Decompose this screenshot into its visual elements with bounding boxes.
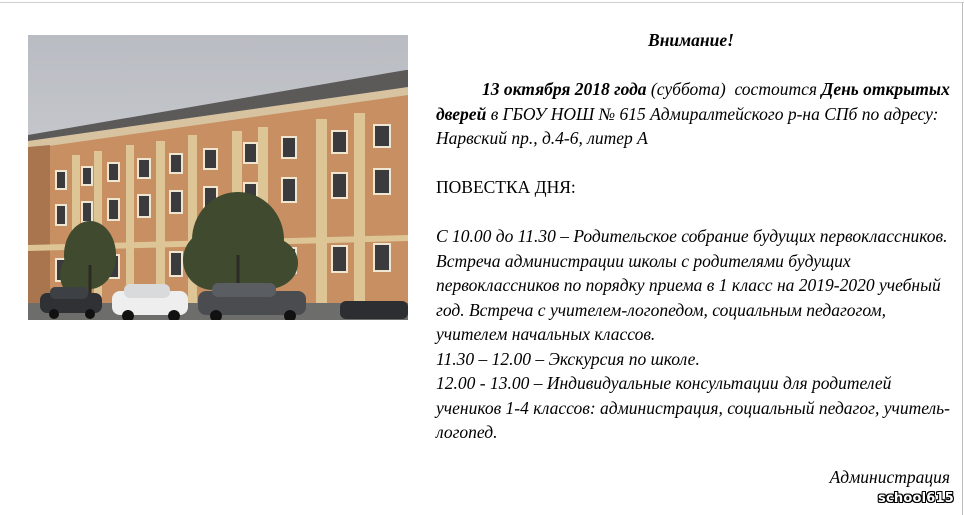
event-date: 13 октября 2018 года — [482, 79, 647, 99]
watermark: school615 — [878, 491, 954, 506]
spacer — [436, 151, 956, 176]
top-divider — [0, 2, 964, 3]
notice-text — [436, 28, 956, 445]
agenda-item: С 10.00 до 11.30 – Родительское собрание будущих первоклассников. Встреча администрации школы с родителями будущих первоклассников по порядку приема в 1 класс на 2019-2020 учебный год. Встреча с учителем-логопедом, социальным педагогом, учителем начальных классов. — [436, 226, 948, 344]
school-building-illustration — [28, 35, 408, 320]
school-building-photo — [28, 35, 408, 320]
right-divider — [962, 2, 963, 515]
agenda-item: 11.30 – 12.00 – Экскурсия по школе. — [436, 348, 700, 369]
signature: Администрация — [829, 467, 950, 487]
agenda-title: ПОВЕСТКА ДНЯ: — [436, 177, 576, 197]
notice-intro — [436, 77, 956, 151]
event-weekday: (суббота) — [650, 79, 726, 99]
agenda-item: 12.00 - 13.00 – Индивидуальные консультации для родителей учеников 1-4 классов: администрация, социальный педагог, учитель-логопед. — [436, 373, 950, 442]
notice-heading: Внимание! — [648, 30, 734, 50]
event-name: День открытых дверей — [436, 79, 950, 124]
spacer — [436, 53, 956, 78]
event-verb: состоится — [734, 79, 817, 99]
event-place: в ГБОУ НОШ № 615 Адмиралтейского р-на СПб по адресу: Нарвский пр., д.4-6, литер А — [436, 103, 939, 148]
spacer — [436, 200, 956, 225]
